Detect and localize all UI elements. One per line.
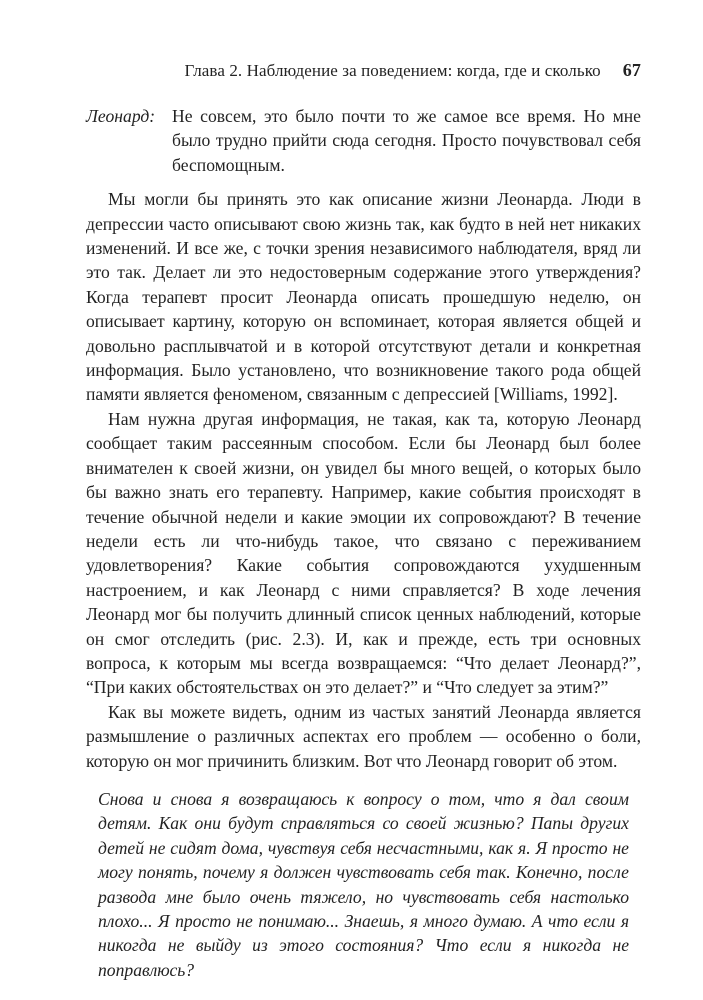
quote-block [86, 787, 641, 982]
running-head [86, 60, 641, 81]
body-text [86, 104, 641, 982]
paragraph-1: Мы могли бы принять это как описание жизни Леонарда. Люди в депрессии часто описывают свою жизнь так, как будто в ней нет никаких изменений. И все же, с точки зрения независимого наблюдателя, вряд ли это так. Делает ли это недостоверным содержание этого утверждения? Когда терапевт просит Леонарда описать прошедшую неделю, он описывает картину, которую он вспоминает, которая является общей и довольно расплывчатой и в которой отсутствуют детали и конкретная информация. Было установлено, что возникновение такого рода общей памяти является феноменом, связанным с депрессией [Williams, 1992]. [86, 189, 641, 405]
dialogue-line: Не совсем, это было почти то же самое все время. Но мне было трудно прийти сюда сегодня. Просто почувствовал себя беспомощным. [172, 106, 641, 175]
chapter-title: Глава 2. Наблюдение за поведением: когда, где и сколько [184, 61, 601, 80]
quote-text: Снова и снова я возвращаюсь к вопросу о том, что я дал своим детям. Как они будут справляться со своей жизнью? Папы других детей не сидят дома, чувствуя себя несчастными, как я. Я просто не могу понять, почему я должен чувствовать себя так. Конечно, после развода мне было очень тяжело, но чувствовать себя настолько плохо... Я просто не понимаю... Знаешь, я много думаю. А что если я никогда не выйду из этого состояния? Что если я никогда не поправлюсь? [98, 788, 629, 980]
speaker-label: Леонард: [86, 106, 156, 126]
page-number: 67 [622, 60, 641, 80]
paragraph-2: Нам нужна другая информация, не такая, как та, которую Леонард сообщает таким рассеянным способом. Если бы Леонард был более внимателен к своей жизни, он увидел бы много вещей, о которых было бы важно знать его терапевту. Например, какие события происходят в течение обычной недели и какие эмоции их сопровождают? В течение недели есть ли что-нибудь такое, что связано с переживанием удовлетворения? Какие события сопровождаются ухудшенным настроением, и как Леонард с ними справляется? В ходе лечения Леонард мог бы получить длинный список ценных наблюдений, которые он смог отследить (рис. 2.3). И, как и прежде, есть три основных вопроса, к которым мы всегда возвращаемся: “Что делает Леонард?”, “При каких обстоятельствах он это делает?” и “Что следует за этим?” [86, 408, 641, 698]
dialogue-block [86, 104, 641, 177]
paragraph-3: Как вы можете видеть, одним из частых занятий Леонарда является размышление о различных аспектах его проблем — особенно о боли, которую он мог причинить близким. Вот что Леонард говорит об этом. [86, 701, 641, 771]
